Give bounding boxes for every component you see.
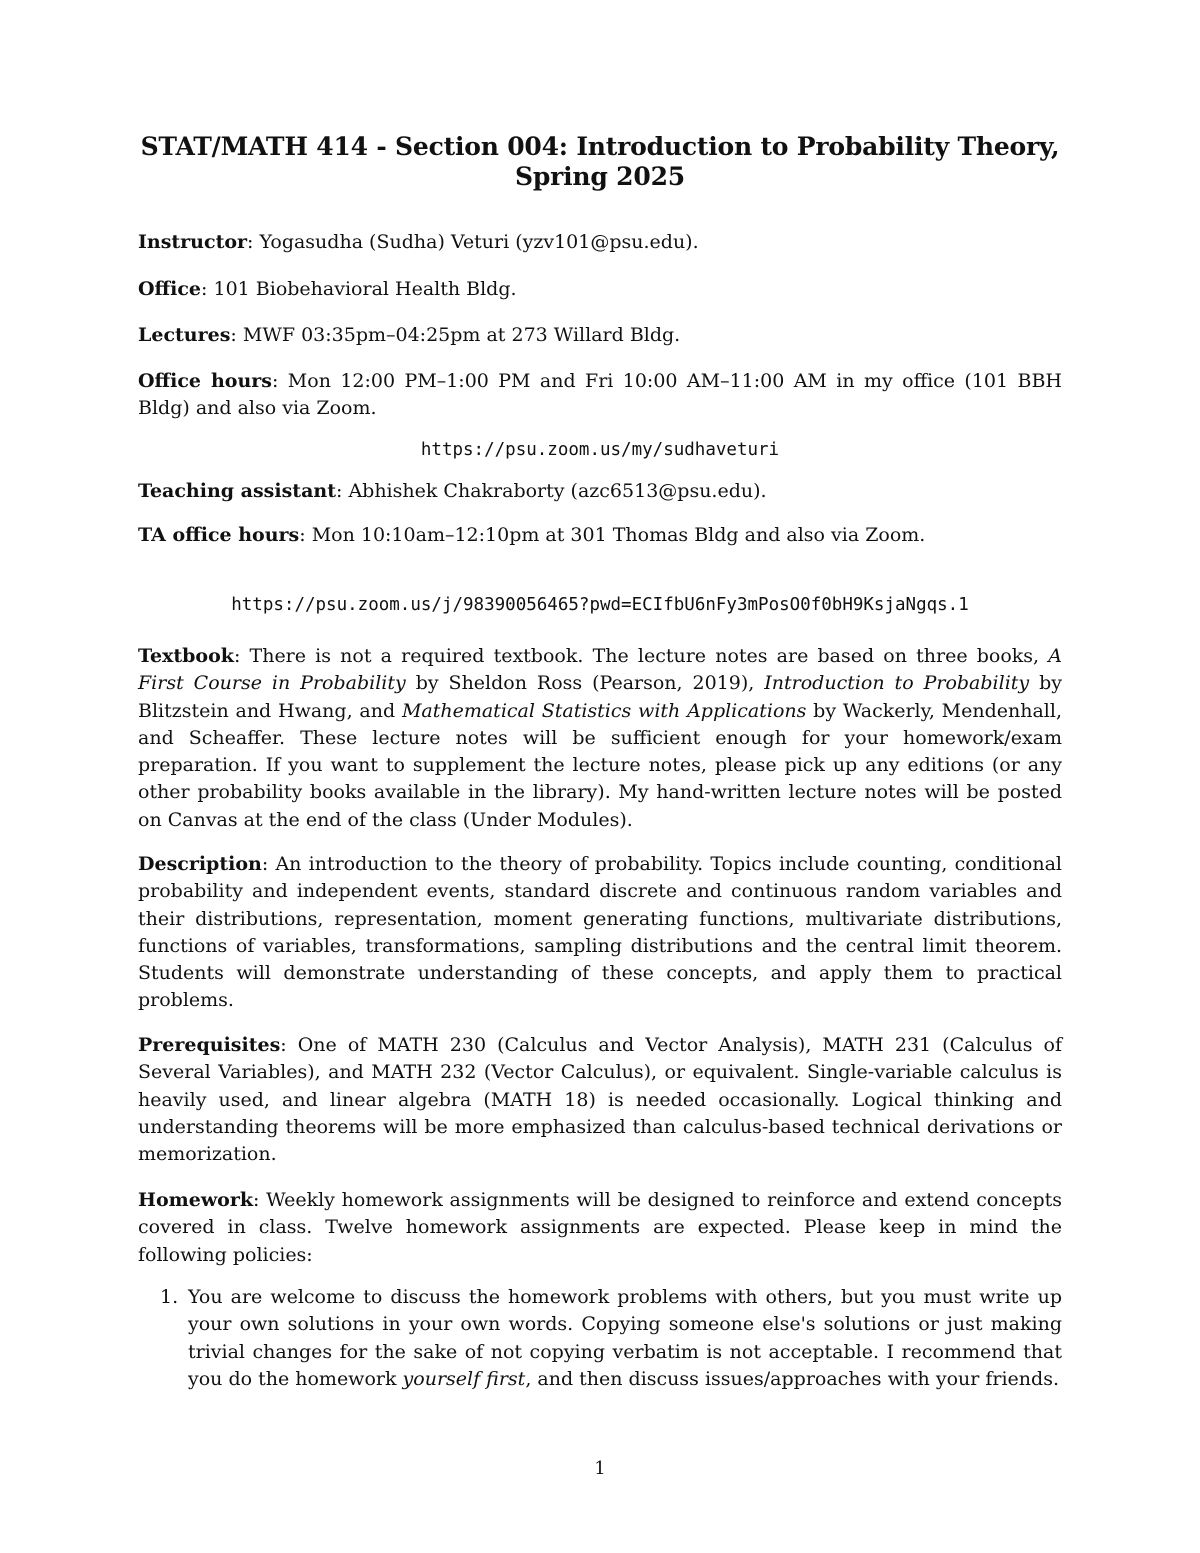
instructor-label: Instructor xyxy=(138,231,248,253)
prerequisites-paragraph: Prerequisites: One of MATH 230 (Calculus and Vector Analysis), MATH 231 (Calculus of Several Variables), and MATH 232 (Vector Calculus), or equivalent. Single-variable calculus is heavily used, and linear algebra (MATH 18) is needed occasionally. Logical thinking and understanding theorems will be more emphasized than calculus-based technical derivations or memorization. xyxy=(138,1034,1062,1166)
ta-label: Teaching assistant xyxy=(138,480,336,502)
book-title-wackerly: Mathematical Statistics with Applications xyxy=(401,699,807,722)
prerequisites-text: One of MATH 230 (Calculus and Vector Analysis), MATH 231 (Calculus of Several Variables), and MATH 232 (Vector Calculus), or equivalent. Single-variable calculus is heavily used, and linear algebra (MATH 18) is needed occasionally. Logical thinking and understanding theorems will be more emphasized than calculus-based technical derivations or memorization. xyxy=(138,1034,1062,1166)
policy-list-item xyxy=(138,1284,1062,1393)
page-number: 1 xyxy=(594,1458,606,1479)
list-item-text xyxy=(188,1284,1062,1393)
textbook-text-1: There is not a required textbook. The lecture notes are based on three books, xyxy=(249,645,1040,667)
textbook-text-4: by Wackerly, Mendenhall, and Scheaffer. These lecture notes will be sufficient enough for your homework/exam preparation. If you want to supplement the lecture notes, please pick up any editions (or any other probability books available in the library). My hand-written lecture notes will be posted on Canvas at the end of the class (Under Modules). xyxy=(138,699,1062,831)
homework-text: Weekly homework assignments will be designed to reinforce and extend concepts covered in class. Twelve homework assignments are expected. Please keep in mind the following policies: xyxy=(138,1189,1062,1266)
description-label: Description xyxy=(138,853,262,875)
book-title-ross: A First Course in Probability xyxy=(138,645,1062,695)
book-title-blitzstein: Introduction to Probability xyxy=(764,672,1030,695)
textbook-label: Textbook xyxy=(138,645,234,667)
instructor-text: Yogasudha (Sudha) Veturi (yzv101@psu.edu). xyxy=(259,231,699,253)
ta-zoom-link[interactable]: https://psu.zoom.us/j/98390056465?pwd=ECIfbU6nFy3mPosO0f0bH9KsjaNgqs.1 xyxy=(231,595,969,615)
ta-hours-text: Mon 10:10am–12:10pm at 301 Thomas Bldg and also via Zoom. xyxy=(311,524,926,546)
description-paragraph: Description: An introduction to the theory of probability. Topics include counting, conditional probability and independent events, standard discrete and continuous random variables and their distributions, representation, moment generating functions, multivariate distributions, functions of variables, transformations, sampling distributions and the central limit theorem. Students will demonstrate understanding of these concepts, and apply them to practical problems. xyxy=(138,853,1062,1012)
description-text: An introduction to the theory of probability. Topics include counting, conditional probability and independent events, standard discrete and continuous random variables and their distributions, representation, moment generating functions, multivariate distributions, functions of variables, transformations, sampling distributions and the central limit theorem. Students will demonstrate understanding of these concepts, and apply them to practical problems. xyxy=(138,853,1062,1012)
list-item-number: 1. xyxy=(160,1286,179,1308)
prerequisites-label: Prerequisites xyxy=(138,1034,281,1056)
instructor-zoom-link[interactable]: https://psu.zoom.us/my/sudhaveturi xyxy=(420,440,780,460)
ta-line: Teaching assistant: Abhishek Chakraborty (azc6513@psu.edu). xyxy=(138,480,767,502)
office-hours-line: Office hours: Mon 12:00 PM–1:00 PM and Fri 10:00 AM–11:00 AM in my office (101 BBH Bldg) and also via Zoom. xyxy=(138,370,1062,420)
office-label: Office xyxy=(138,278,202,300)
office-hours-text: Mon 12:00 PM–1:00 PM and Fri 10:00 AM–11:00 AM in my office (101 BBH Bldg) and also via Zoom. xyxy=(138,370,1062,420)
office-hours-label: Office hours xyxy=(138,370,272,392)
instructor-line: Instructor: Yogasudha (Sudha) Veturi (yzv101@psu.edu). xyxy=(138,231,699,253)
office-text: 101 Biobehavioral Health Bldg. xyxy=(213,278,517,300)
page-title: STAT/MATH 414 - Section 004: Introduction to Probability Theory, Spring 2025 xyxy=(140,132,1060,191)
office-line: Office: 101 Biobehavioral Health Bldg. xyxy=(138,278,517,300)
lectures-line: Lectures: MWF 03:35pm–04:25pm at 273 Willard Bldg. xyxy=(138,324,681,346)
policy-text-1: You are welcome to discuss the homework problems with others, but you must write up your own solutions in your own words. Copying someone else's solutions or just making trivial changes for the sake of not copying verbatim is not acceptable. I recommend that you do the homework xyxy=(188,1286,1062,1390)
policy-text-2: , and then discuss issues/approaches with your friends. xyxy=(525,1367,1059,1390)
lectures-label: Lectures xyxy=(138,324,231,346)
policy-emphasis: yourself first xyxy=(402,1367,526,1390)
homework-label: Homework xyxy=(138,1189,254,1211)
homework-paragraph: Homework: Weekly homework assignments will be designed to reinforce and extend concepts covered in class. Twelve homework assignments are expected. Please keep in mind the following policies: xyxy=(138,1189,1062,1266)
ta-hours-label: TA office hours xyxy=(138,524,300,546)
textbook-paragraph: Textbook: There is not a required textbook. The lecture notes are based on three books, A First Course in Probability by Sheldon Ross (Pearson, 2019), Introduction to Probability by Blitzstein and Hwang, and Mathematical Statistics with Applications by Wackerly, Mendenhall, and Scheaffer. These lecture notes will be sufficient enough for your homework/exam preparation. If you want to supplement the lecture notes, please pick up any editions (or any other probability books available in the library). My hand-written lecture notes will be posted on Canvas at the end of the class (Under Modules). xyxy=(138,645,1062,831)
ta-text: Abhishek Chakraborty (azc6513@psu.edu). xyxy=(348,480,767,502)
ta-hours-line: TA office hours: Mon 10:10am–12:10pm at 301 Thomas Bldg and also via Zoom. xyxy=(138,524,926,546)
lectures-text: MWF 03:35pm–04:25pm at 273 Willard Bldg. xyxy=(242,324,681,346)
textbook-text-2: by Sheldon Ross (Pearson, 2019), xyxy=(415,672,755,695)
textbook-text-3: by Blitzstein and Hwang, and xyxy=(138,672,1062,722)
